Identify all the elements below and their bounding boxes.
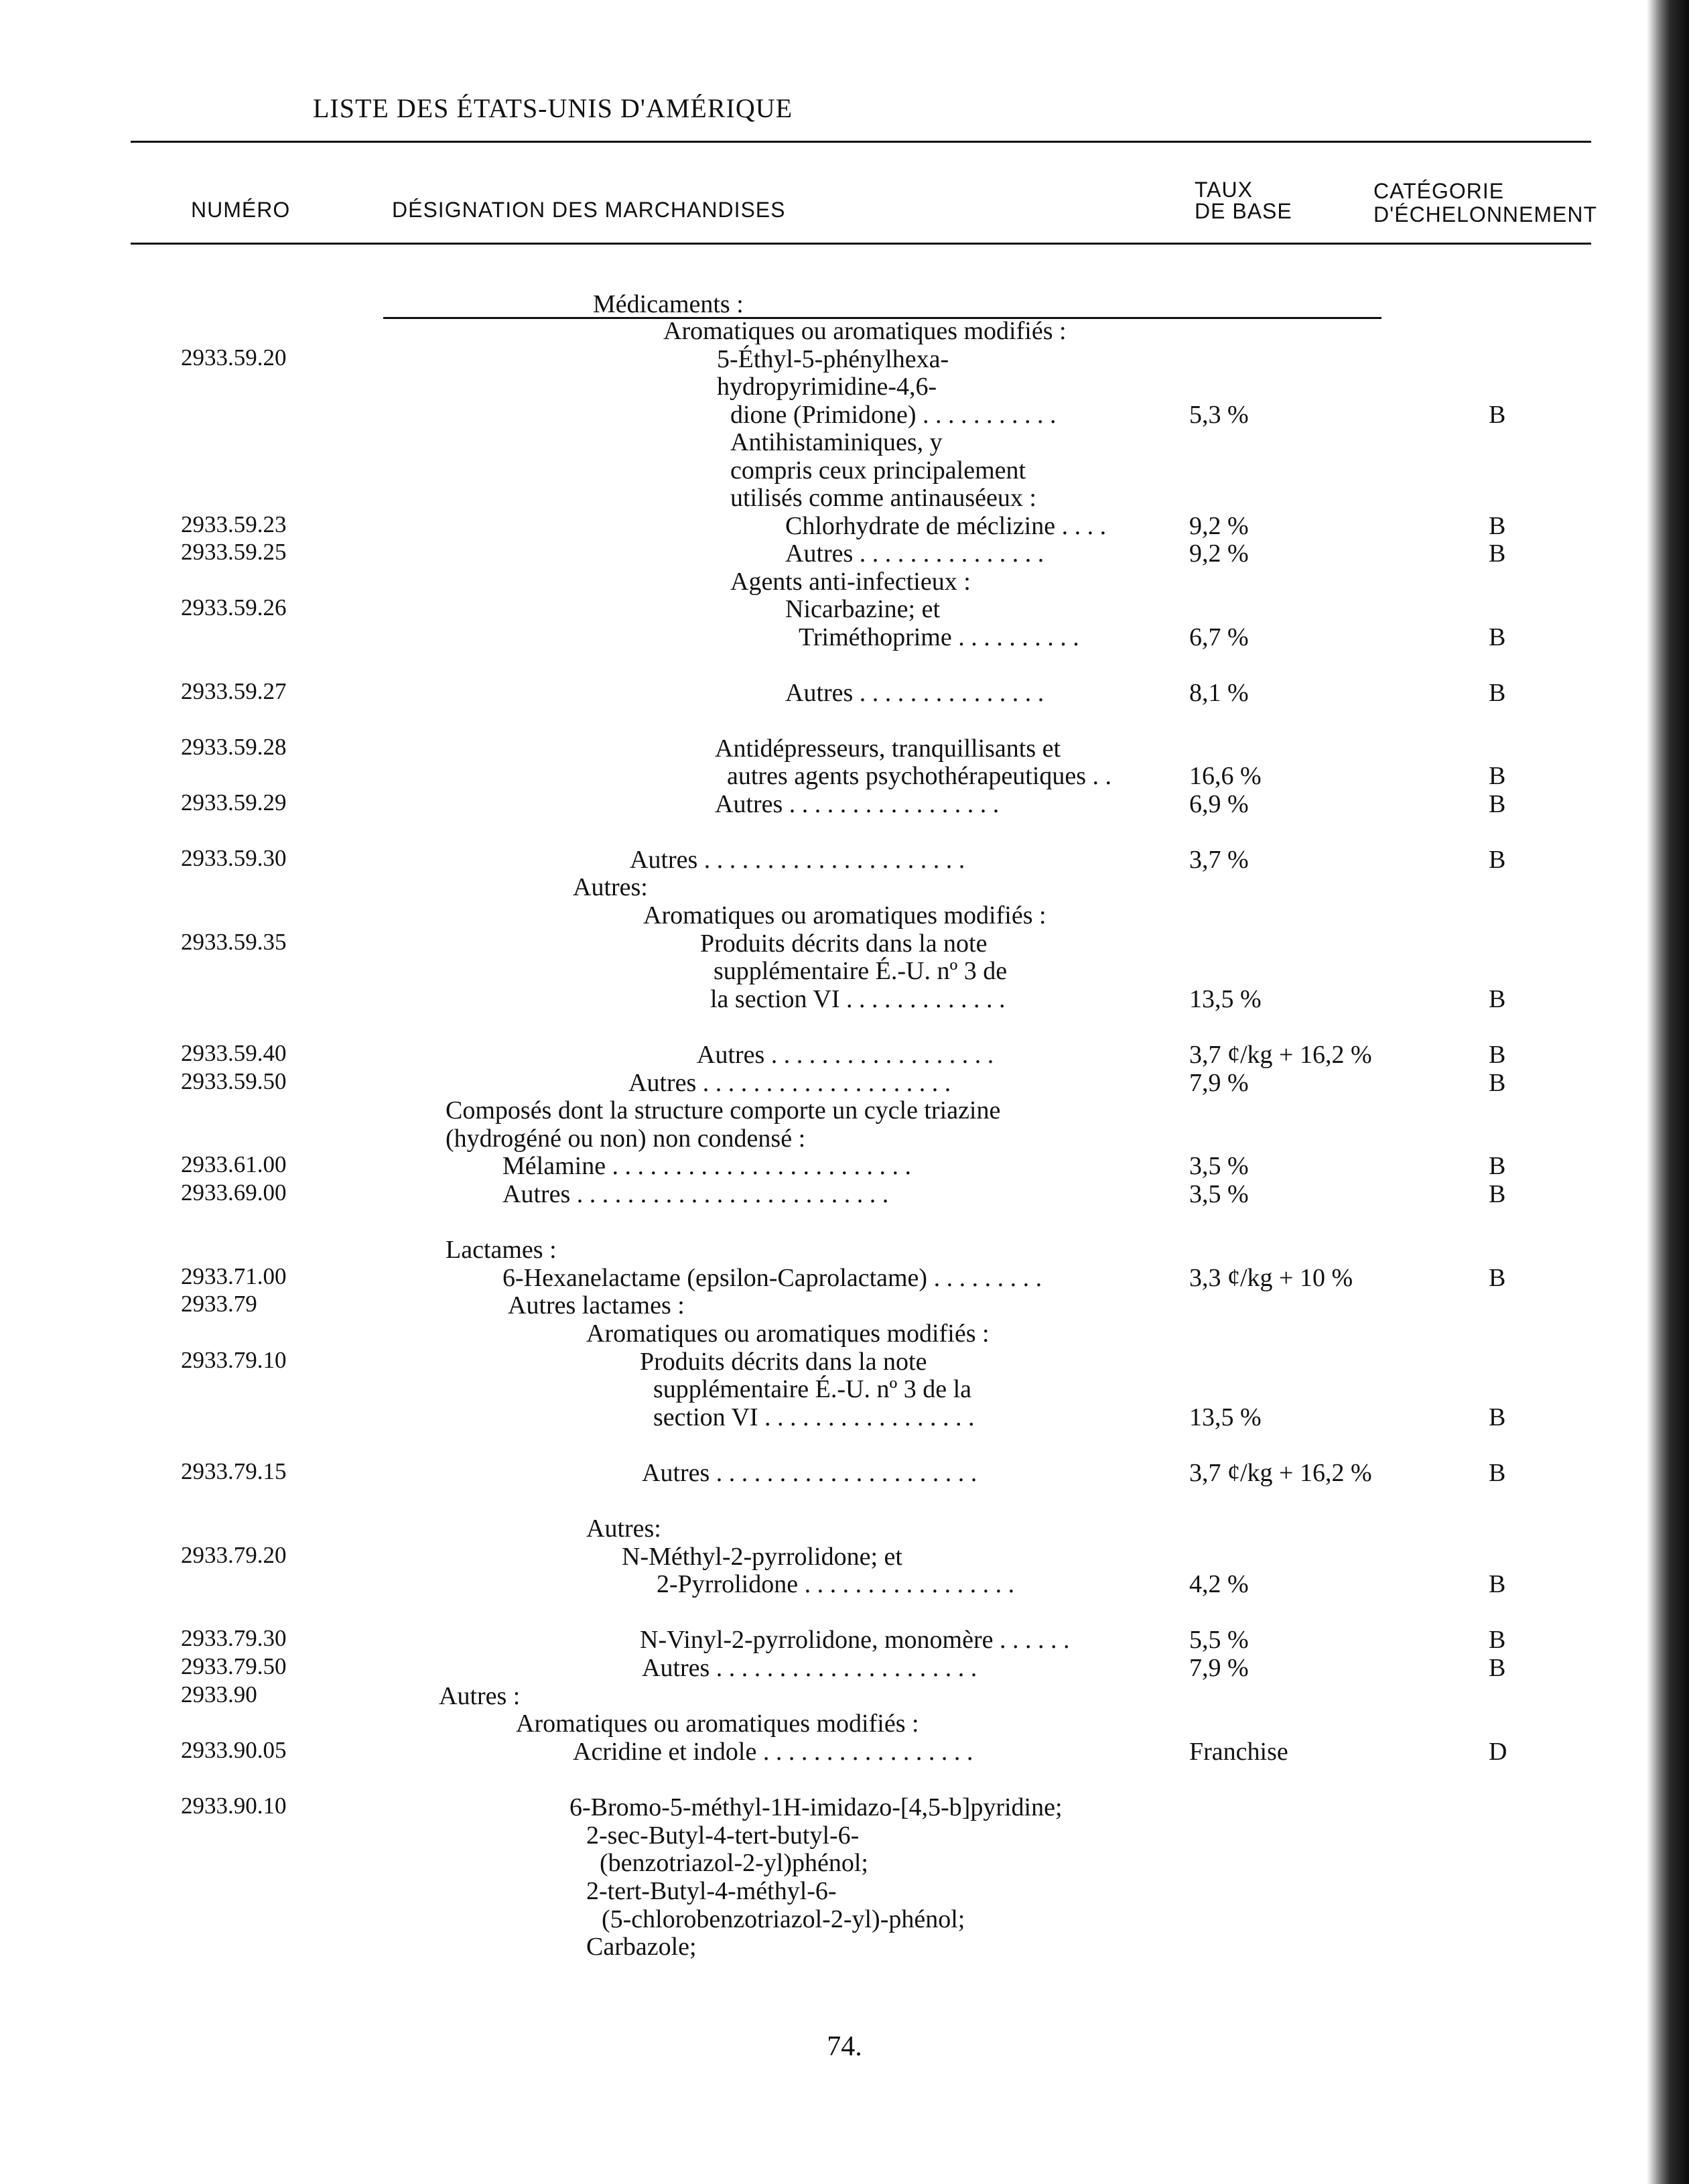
goods-designation: (5-chlorobenzotriazol-2-yl)-phénol; — [602, 1905, 965, 1933]
goods-designation: Chlorhydrate de méclizine . . . . — [785, 512, 1107, 540]
base-rate: 3,5 % — [1189, 1180, 1249, 1208]
tariff-number: 2933.59.23 — [181, 511, 287, 537]
goods-designation: 5-Éthyl-5-phénylhexa- — [717, 345, 949, 373]
column-header-numero: NUMÉRO — [191, 198, 291, 222]
goods-designation: N-Méthyl-2-pyrrolidone; et — [622, 1543, 902, 1571]
goods-designation: section VI . . . . . . . . . . . . . . . . . — [653, 1403, 975, 1431]
goods-designation: utilisés comme antinauséeux : — [730, 484, 1036, 512]
staging-category: D — [1489, 1738, 1507, 1766]
base-rate: 6,9 % — [1189, 790, 1249, 818]
goods-designation: Autres : — [439, 1682, 521, 1710]
tariff-number: 2933.79.15 — [181, 1458, 287, 1484]
goods-designation: dione (Primidone) . . . . . . . . . . . — [730, 401, 1057, 429]
goods-designation: Carbazole; — [586, 1933, 697, 1961]
base-rate: 16,6 % — [1189, 762, 1262, 790]
base-rate: 7,9 % — [1189, 1654, 1249, 1682]
tariff-number: 2933.59.50 — [181, 1068, 287, 1094]
tariff-number: 2933.59.29 — [181, 789, 287, 816]
scan-binding-edge — [1647, 0, 1689, 2184]
goods-designation: Autres . . . . . . . . . . . . . . . — [785, 539, 1044, 568]
page-number: 74. — [827, 2031, 862, 2062]
base-rate: Franchise — [1189, 1738, 1288, 1766]
tariff-number: 2933.59.27 — [181, 678, 287, 704]
tariff-number: 2933.79.10 — [181, 1347, 287, 1373]
goods-designation: Autres . . . . . . . . . . . . . . . . . . . . . — [630, 846, 965, 874]
goods-designation: 6-Hexanelactame (epsilon-Caprolactame) . . . . . . . . . — [502, 1264, 1042, 1292]
goods-designation: Aromatiques ou aromatiques modifiés : — [643, 901, 1046, 929]
goods-designation: Produits décrits dans la note — [640, 1348, 927, 1376]
staging-category: B — [1489, 1180, 1506, 1208]
tariff-number: 2933.90.10 — [181, 1793, 287, 1819]
goods-designation: la section VI . . . . . . . . . . . . . — [710, 985, 1006, 1013]
header-bottom-rule — [131, 243, 1591, 245]
goods-designation: supplémentaire É.-U. nº 3 de — [714, 957, 1008, 985]
goods-designation: Acridine et indole . . . . . . . . . . . . . . . . . — [573, 1738, 973, 1766]
goods-designation: Autres . . . . . . . . . . . . . . . — [785, 679, 1044, 707]
staging-category: B — [1489, 401, 1506, 429]
column-header-designation: DÉSIGNATION DES MARCHANDISES — [392, 198, 786, 222]
page-title: LISTE DES ÉTATS-UNIS D'AMÉRIQUE — [312, 93, 793, 123]
goods-designation: hydropyrimidine-4,6- — [717, 373, 937, 401]
goods-designation: Autres . . . . . . . . . . . . . . . . . . . . . — [642, 1654, 977, 1682]
staging-category: B — [1489, 679, 1506, 707]
base-rate: 5,3 % — [1189, 401, 1249, 429]
goods-designation: Autres lactames : — [508, 1291, 685, 1320]
base-rate: 9,2 % — [1189, 512, 1249, 540]
goods-designation: autres agents psychothérapeutiques . . — [727, 762, 1112, 790]
goods-designation: Aromatiques ou aromatiques modifiés : — [663, 317, 1067, 345]
tariff-number: 2933.79.50 — [181, 1653, 287, 1679]
staging-category: B — [1489, 790, 1506, 818]
tariff-number: 2933.59.28 — [181, 734, 287, 760]
base-rate: 3,7 ¢/kg + 16,2 % — [1189, 1041, 1372, 1069]
staging-category: B — [1489, 512, 1506, 540]
staging-category: B — [1489, 1654, 1506, 1682]
tariff-number: 2933.79.20 — [181, 1542, 287, 1568]
goods-designation: 6-Bromo-5-méthyl-1H-imidazo-[4,5-b]pyridine; — [569, 1793, 1063, 1821]
tariff-number: 2933.79.30 — [181, 1625, 287, 1651]
section-heading: Médicaments : — [593, 290, 744, 318]
base-rate: 13,5 % — [1189, 1403, 1262, 1431]
column-header-categorie-line1: CATÉGORIE — [1373, 179, 1505, 203]
goods-designation: Lactames : — [446, 1236, 557, 1264]
staging-category: B — [1489, 1264, 1506, 1292]
tariff-number: 2933.59.25 — [181, 539, 287, 565]
goods-designation: Autres . . . . . . . . . . . . . . . . . . . . — [628, 1069, 951, 1097]
base-rate: 3,3 ¢/kg + 10 % — [1189, 1264, 1353, 1292]
base-rate: 6,7 % — [1189, 623, 1249, 651]
staging-category: B — [1489, 1403, 1506, 1431]
goods-designation: Autres . . . . . . . . . . . . . . . . . . — [697, 1041, 994, 1069]
staging-category: B — [1489, 1152, 1506, 1180]
staging-category: B — [1489, 1069, 1506, 1097]
goods-designation: 2-Pyrrolidone . . . . . . . . . . . . . . . . . — [657, 1570, 1015, 1598]
tariff-number: 2933.90.05 — [181, 1737, 287, 1763]
base-rate: 13,5 % — [1189, 985, 1262, 1013]
staging-category: B — [1489, 1570, 1506, 1598]
goods-designation: Produits décrits dans la note — [700, 929, 988, 958]
goods-designation: Autres: — [573, 873, 648, 901]
goods-designation: N-Vinyl-2-pyrrolidone, monomère . . . . . . — [640, 1626, 1070, 1654]
goods-designation: Autres . . . . . . . . . . . . . . . . . . . . . — [642, 1459, 977, 1487]
base-rate: 4,2 % — [1189, 1570, 1249, 1598]
staging-category: B — [1489, 1626, 1506, 1654]
goods-designation: Composés dont la structure comporte un cycle triazine — [446, 1096, 1001, 1125]
base-rate: 8,1 % — [1189, 679, 1249, 707]
staging-category: B — [1489, 539, 1506, 568]
goods-designation: Antihistaminiques, y — [730, 428, 943, 456]
base-rate: 9,2 % — [1189, 539, 1249, 568]
staging-category: B — [1489, 846, 1506, 874]
goods-designation: Triméthoprime . . . . . . . . . . — [799, 623, 1079, 651]
base-rate: 3,5 % — [1189, 1152, 1249, 1180]
tariff-number: 2933.79 — [181, 1291, 257, 1317]
goods-designation: 2-sec-Butyl-4-tert-butyl-6- — [586, 1821, 860, 1850]
staging-category: B — [1489, 1459, 1506, 1487]
tariff-number: 2933.59.26 — [181, 594, 287, 621]
tariff-number: 2933.59.35 — [181, 929, 287, 955]
goods-designation: Autres . . . . . . . . . . . . . . . . . . . . . . . . . — [502, 1180, 889, 1208]
tariff-number: 2933.59.40 — [181, 1040, 287, 1066]
base-rate: 7,9 % — [1189, 1069, 1249, 1097]
base-rate: 3,7 % — [1189, 846, 1249, 874]
goods-designation: Aromatiques ou aromatiques modifiés : — [516, 1710, 919, 1738]
tariff-number: 2933.61.00 — [181, 1151, 287, 1177]
staging-category: B — [1489, 985, 1506, 1013]
tariff-number: 2933.59.30 — [181, 845, 287, 871]
goods-designation: Autres . . . . . . . . . . . . . . . . . — [715, 790, 1000, 818]
goods-designation: (benzotriazol-2-yl)phénol; — [600, 1849, 868, 1877]
tariff-number: 2933.59.20 — [181, 344, 287, 371]
goods-designation: Nicarbazine; et — [785, 595, 941, 623]
column-header-taux-line2: DE BASE — [1195, 199, 1292, 223]
staging-category: B — [1489, 762, 1506, 790]
goods-designation: Aromatiques ou aromatiques modifiés : — [586, 1320, 990, 1348]
tariff-number: 2933.69.00 — [181, 1179, 287, 1206]
goods-designation: 2-tert-Butyl-4-méthyl-6- — [586, 1877, 837, 1905]
column-header-categorie-line2: D'ÉCHELONNEMENT — [1373, 202, 1598, 227]
goods-designation: Autres: — [586, 1515, 661, 1543]
staging-category: B — [1489, 1041, 1506, 1069]
goods-designation: Antidépresseurs, tranquillisants et — [715, 734, 1061, 763]
column-header-taux-line1: TAUX — [1195, 178, 1253, 202]
goods-designation: (hydrogéné ou non) non condensé : — [446, 1125, 806, 1153]
staging-category: B — [1489, 623, 1506, 651]
base-rate: 5,5 % — [1189, 1626, 1249, 1654]
goods-designation: Mélamine . . . . . . . . . . . . . . . . . . . . . . . . — [502, 1152, 912, 1180]
goods-designation: Agents anti-infectieux : — [730, 568, 971, 596]
base-rate: 3,7 ¢/kg + 16,2 % — [1189, 1459, 1372, 1487]
tariff-number: 2933.71.00 — [181, 1263, 287, 1289]
goods-designation: compris ceux principalement — [730, 456, 1026, 485]
goods-designation: supplémentaire É.-U. nº 3 de la — [653, 1375, 972, 1403]
tariff-number: 2933.90 — [181, 1681, 257, 1708]
header-top-rule — [131, 141, 1591, 143]
